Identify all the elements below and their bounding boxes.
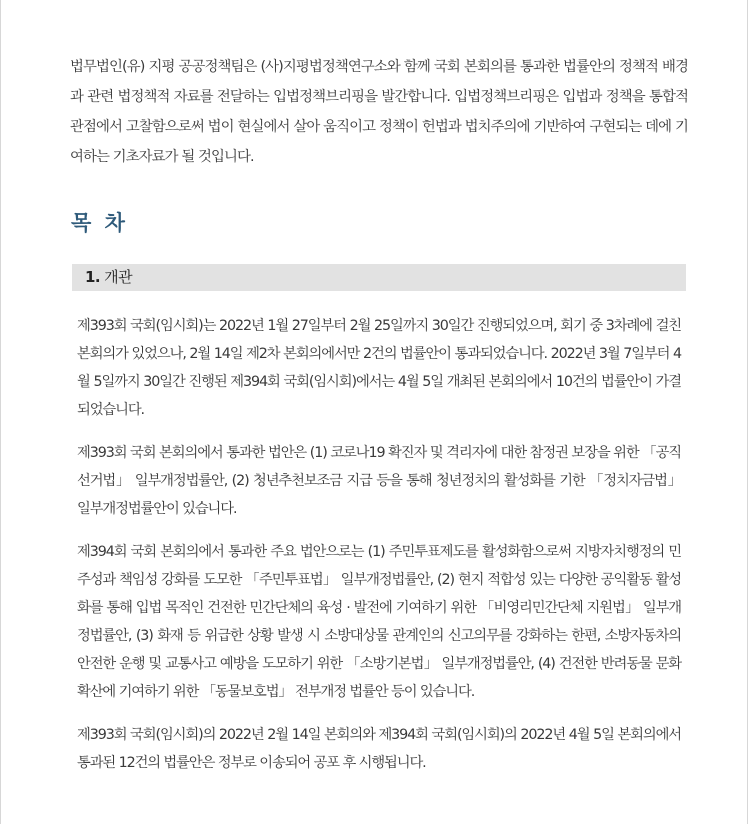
section-body [77,312,681,792]
intro-paragraph: 법무법인(유) 지평 공공정책팀은 (사)지평법정책연구소와 함께 국회 본회의를 통과한 법률안의 정책적 배경과 관련 법정책적 자료를 전달하는 입법정책브리핑을 발간합니다. 입법정책브리핑은 입법과 정책을 통합적 관점에서 고찰함으로써 법이 현실에서 살아 움직이고 정책이 헌법과 법치주의에 기반하여 구현되는 데에 기여하는 기초자료가 될 것입니다. [70,59,688,165]
section-title: 개관 [104,268,133,286]
toc-heading: 목 차 [71,211,128,235]
section-header-overview [72,264,686,291]
body-paragraph: 제393회 국회(임시회)는 2022년 1월 27일부터 2월 25일까지 30일간 진행되었으며, 회기 중 3차례에 걸친 본회의가 있었으나, 2월 14일 제2차 본회의에서만 2건의 법률안이 통과되었습니다. 2022년 3월 7일부터 4월 5일까지 30일간 진행된 제394회 국회(임시회)에서는 4월 5일 개최된 본회의에서 10건의 법률안이 가결되었습니다. [77,318,681,418]
section-number: 1. [85,268,101,286]
body-paragraph: 제393회 국회 본회의에서 통과한 법안은 (1) 코로나19 확진자 및 격리자에 대한 참정권 보장을 위한 「공직선거법」 일부개정법률안, (2) 청년추천보조금 지급 등을 통해 청년정치의 활성화를 기한 「정치자금법」 일부개정법률안이 있습니다. [77,445,681,517]
body-paragraph: 제394회 국회 본회의에서 통과한 주요 법안으로는 (1) 주민투표제도를 활성화함으로써 지방자치행정의 민주성과 책임성 강화를 도모한 「주민투표법」 일부개정법률안, (2) 현지 적합성 있는 다양한 공익활동 활성화를 통해 입법 목적인 건전한 민간단체의 육성 · 발전에 기여하기 위한 「비영리민간단체 지원법」 일부개정법률안, (3) 화재 등 위급한 상황 발생 시 소방대상물 관계인의 신고의무를 강화하는 한편, 소방자동차의 안전한 운행 및 교통사고 예방을 도모하기 위한 「소방기본법」 일부개정법률안, (4) 건전한 반려동물 문화 확산에 기여하기 위한 「동물보호법」 전부개정 법률안 등이 있습니다. [77,544,681,700]
body-paragraph: 제393회 국회(임시회)의 2022년 2월 14일 본회의와 제394회 국회(임시회)의 2022년 4월 5일 본회의에서 통과된 12건의 법률안은 정부로 이송되어 공포 후 시행됩니다. [77,727,681,771]
